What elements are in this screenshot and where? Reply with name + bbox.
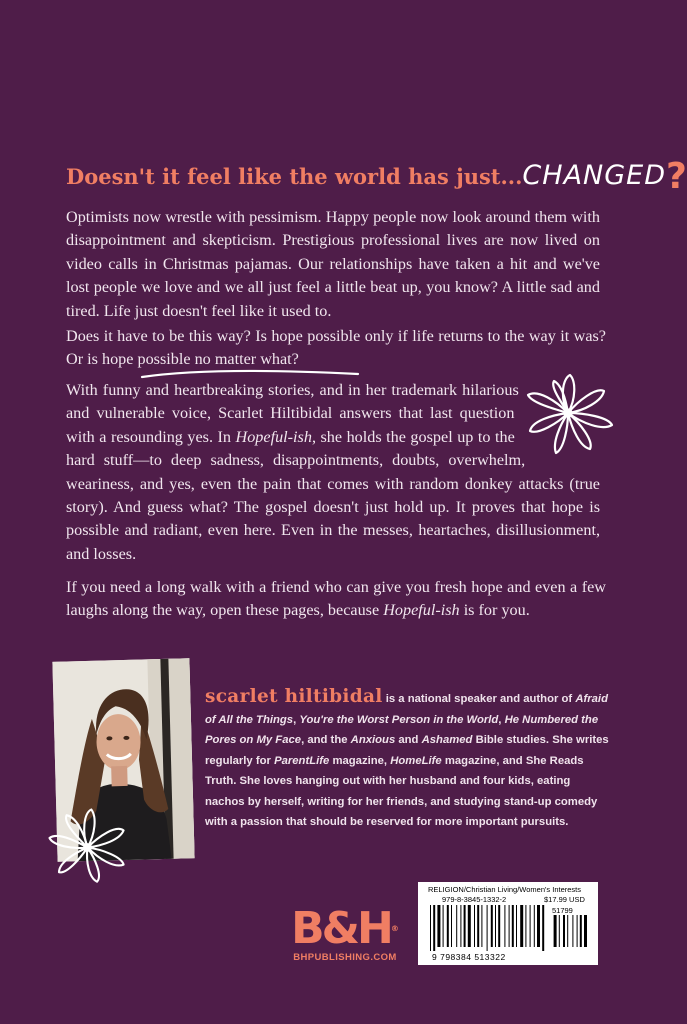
book-title: Hopeful-ish xyxy=(235,427,312,446)
barcode-addon: 51799 xyxy=(552,906,573,915)
registered-mark: ® xyxy=(390,924,399,933)
intro-paragraph: Optimists now wrestle with pessimism. Happy people now look around them with disappointment and skepticism. Prestigious professional lives are now lived on video calls in Christmas pajamas. Our relationships have taken a hit and we've lost people we love and we all just feel a little beat up, you know? A little sad and tired. Life just doesn't feel like it used to. xyxy=(66,208,600,320)
book-title: Hopeful-ish xyxy=(383,601,460,620)
question-paragraph: Does it have to be this way? Is hope possible only if life returns to the way it was? Or is hope possible no matter what? xyxy=(66,327,606,369)
description-paragraph: With funny and heartbreaking stories, and in her trademark hilarious and vulnerable voice, Scarlet Hiltibidal answers that last question with a resounding yes. In Hopeful-ish, she holds the gospel up to the hard stuff—to deep sadness, disappointments, doubts, overwhelm, weariness, and yes, even the pain that comes with random donkey attacks (true story). And guess what? The gospel doesn't just hold up. It proves that hope is possible and radiant, even here. Even in the messes, heartaches, disillusionment, and losses. xyxy=(66,379,600,566)
headline-lead: Doesn't it feel like the world has just... xyxy=(66,164,523,189)
author-bio: scarlet hiltibidal is a national speaker and author of Afraid of All the Things, You're the Worst Person in the World, He Numbered the Pores on My Face, and the Anxious and Ashamed Bible studies. She writes regularly for ParentLife magazine, HomeLife magazine, and She Reads Truth. She loves hanging out with her husband and four kids, eating nachos by herself, writing for her friends, and studying stand-up comedy with a passion that should be reserved for more important pursuits. xyxy=(205,686,609,828)
barcode-digits: 9 798384 513322 xyxy=(432,952,506,962)
author-name: scarlet hiltibidal xyxy=(205,686,383,707)
barcode-box xyxy=(418,882,598,965)
barcode-category: RELIGION/Christian Living/Women's Interests xyxy=(428,885,582,894)
headline-hand-word: CHANGED xyxy=(522,160,667,191)
headline-question-mark: ? xyxy=(666,156,687,197)
barcode-bars-icon xyxy=(426,905,590,951)
publisher-logo xyxy=(290,903,400,966)
headline xyxy=(66,152,687,197)
barcode-price: $17.99 USD xyxy=(544,895,585,904)
flower-doodle-icon xyxy=(518,371,618,463)
closing-paragraph: If you need a long walk with a friend who can give you fresh hope and even a few laughs along the way, open these pages, because Hopeful-ish is for you. xyxy=(66,578,606,620)
barcode-isbn: 979-8-3845-1332-2 xyxy=(442,895,507,904)
publisher-url: BHPUBLISHING.COM xyxy=(293,952,397,963)
flower-doodle-icon xyxy=(40,800,135,895)
publisher-logo-mark: B&H xyxy=(291,903,391,954)
